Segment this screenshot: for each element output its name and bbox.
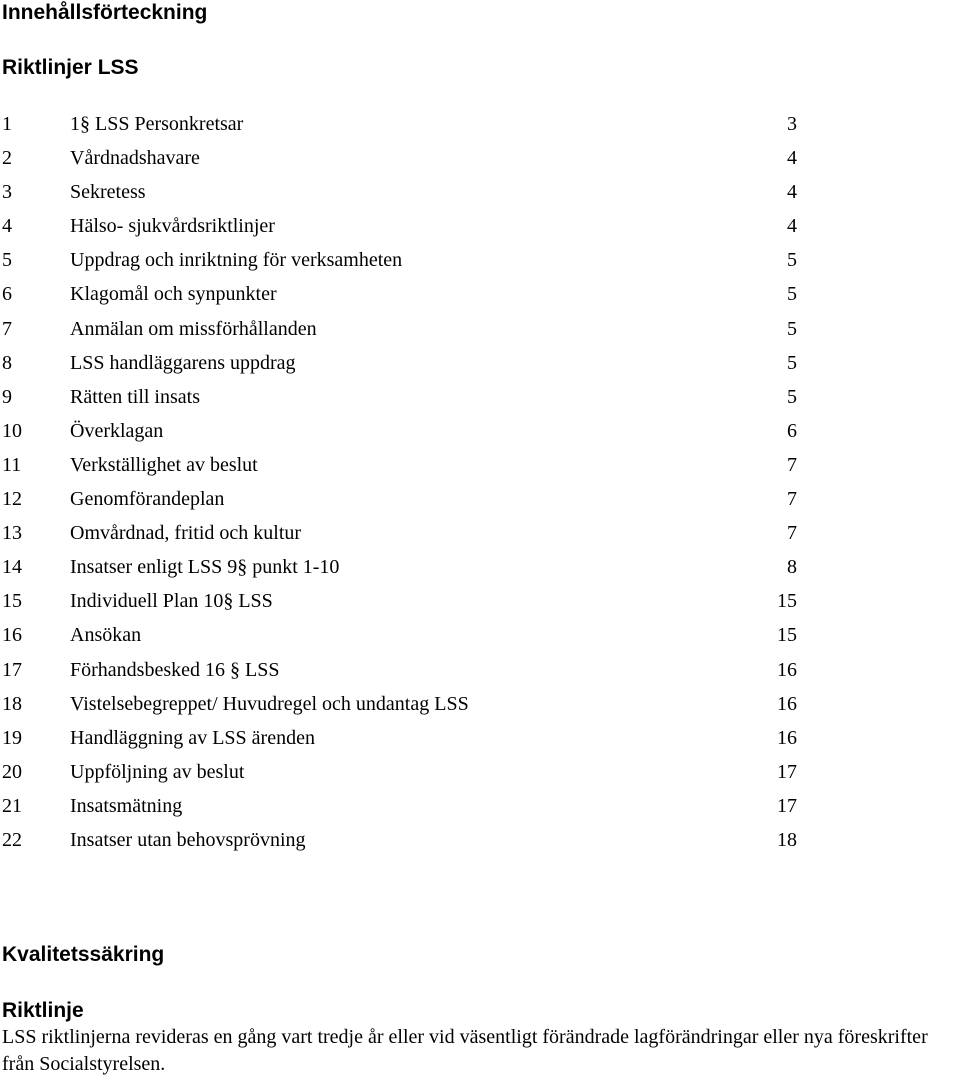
toc-entry-page-number: 4 bbox=[787, 147, 797, 170]
toc-entry-page-number: 6 bbox=[787, 419, 797, 442]
toc-entry-number: 10 bbox=[2, 419, 22, 442]
toc-entry-number: 7 bbox=[2, 317, 12, 340]
toc-entry-title: Insatser utan behovsprövning bbox=[70, 828, 306, 851]
section-title-riktlinjer-lss: Riktlinjer LSS bbox=[2, 56, 139, 79]
toc-row bbox=[0, 653, 800, 687]
toc-row bbox=[0, 482, 800, 516]
table-of-contents bbox=[0, 107, 800, 857]
toc-row bbox=[0, 414, 800, 448]
toc-entry-title: Insatser enligt LSS 9§ punkt 1-10 bbox=[70, 556, 340, 579]
toc-entry-number: 14 bbox=[2, 556, 22, 579]
toc-entry-page-number: 15 bbox=[777, 624, 797, 647]
toc-entry-number: 9 bbox=[2, 385, 12, 408]
toc-row bbox=[0, 516, 800, 550]
toc-row bbox=[0, 584, 800, 618]
toc-entry-number: 12 bbox=[2, 488, 22, 511]
toc-entry-page-number: 5 bbox=[787, 317, 797, 340]
toc-row bbox=[0, 312, 800, 346]
toc-row bbox=[0, 721, 800, 755]
toc-entry-title: Ansökan bbox=[70, 624, 142, 647]
toc-entry-title: Klagomål och synpunkter bbox=[70, 283, 277, 306]
toc-row bbox=[0, 550, 800, 584]
toc-row bbox=[0, 448, 800, 482]
toc-entry-page-number: 7 bbox=[787, 488, 797, 511]
toc-entry-title: Handläggning av LSS ärenden bbox=[70, 726, 315, 749]
toc-entry-number: 20 bbox=[2, 760, 22, 783]
toc-row bbox=[0, 277, 800, 311]
subsection-title-riktlinje: Riktlinje bbox=[2, 999, 84, 1022]
toc-entry-title: Genomförandeplan bbox=[70, 488, 225, 511]
body-paragraph: LSS riktlinjerna revideras en gång vart tredje år eller vid väsentligt förändrade lagförändringar eller nya föreskrifter från Socialstyrelsen. bbox=[2, 1026, 928, 1075]
toc-row bbox=[0, 107, 800, 141]
toc-entry-page-number: 18 bbox=[777, 828, 797, 851]
toc-row bbox=[0, 687, 800, 721]
toc-entry-number: 2 bbox=[2, 147, 12, 170]
toc-entry-page-number: 5 bbox=[787, 385, 797, 408]
toc-entry-page-number: 16 bbox=[777, 658, 797, 681]
toc-entry-number: 16 bbox=[2, 624, 22, 647]
section-title-kvalitetssakring: Kvalitetssäkring bbox=[2, 943, 165, 966]
toc-entry-number: 21 bbox=[2, 794, 22, 817]
toc-row bbox=[0, 755, 800, 789]
toc-entry-number: 11 bbox=[2, 453, 22, 476]
toc-entry-number: 22 bbox=[2, 828, 22, 851]
toc-entry-number: 4 bbox=[2, 215, 12, 238]
toc-entry-page-number: 3 bbox=[787, 113, 797, 135]
toc-entry-title: Rätten till insats bbox=[70, 385, 200, 408]
toc-entry-number: 15 bbox=[2, 590, 22, 613]
toc-entry-title: Hälso- sjukvårdsriktlinjer bbox=[70, 215, 275, 238]
toc-row bbox=[0, 175, 800, 209]
toc-entry-number: 5 bbox=[2, 249, 12, 272]
toc-entry-number: 6 bbox=[2, 283, 12, 306]
toc-entry-number: 19 bbox=[2, 726, 22, 749]
toc-entry-title: 1§ LSS Personkretsar bbox=[70, 113, 244, 135]
toc-entry-title: Överklagan bbox=[70, 419, 164, 442]
toc-entry-title: Anmälan om missförhållanden bbox=[70, 317, 317, 340]
toc-entry-title: Vårdnadshavare bbox=[70, 147, 200, 170]
toc-entry-page-number: 8 bbox=[787, 556, 797, 579]
toc-entry-number: 13 bbox=[2, 522, 22, 545]
toc-entry-page-number: 17 bbox=[777, 760, 797, 783]
toc-entry-title: Uppdrag och inriktning för verksamheten bbox=[70, 249, 403, 272]
toc-entry-title: Vistelsebegreppet/ Huvudregel och undantag LSS bbox=[70, 692, 469, 715]
toc-row bbox=[0, 243, 800, 277]
toc-entry-title: Uppföljning av beslut bbox=[70, 760, 245, 783]
toc-row bbox=[0, 141, 800, 175]
toc-entry-title: LSS handläggarens uppdrag bbox=[70, 351, 296, 374]
toc-row bbox=[0, 789, 800, 823]
toc-entry-page-number: 5 bbox=[787, 351, 797, 374]
toc-entry-title: Insatsmätning bbox=[70, 794, 183, 817]
toc-row bbox=[0, 209, 800, 243]
toc-entry-page-number: 5 bbox=[787, 283, 797, 306]
toc-entry-title: Individuell Plan 10§ LSS bbox=[70, 590, 273, 613]
toc-entry-page-number: 16 bbox=[777, 726, 797, 749]
toc-row bbox=[0, 380, 800, 414]
toc-entry-title: Förhandsbesked 16 § LSS bbox=[70, 658, 280, 681]
toc-entry-page-number: 5 bbox=[787, 249, 797, 272]
toc-entry-page-number: 7 bbox=[787, 453, 797, 476]
toc-row bbox=[0, 618, 800, 652]
toc-entry-page-number: 15 bbox=[777, 590, 797, 613]
toc-entry-number: 1 bbox=[2, 113, 12, 135]
toc-entry-page-number: 4 bbox=[787, 215, 797, 238]
toc-entry-page-number: 4 bbox=[787, 181, 797, 204]
toc-entry-title: Omvårdnad, fritid och kultur bbox=[70, 522, 302, 545]
toc-entry-number: 8 bbox=[2, 351, 12, 374]
toc-entry-title: Sekretess bbox=[70, 181, 146, 204]
toc-entry-page-number: 17 bbox=[777, 794, 797, 817]
toc-row bbox=[0, 823, 800, 857]
toc-entry-number: 3 bbox=[2, 181, 12, 204]
document-heading: Innehållsförteckning bbox=[2, 1, 208, 24]
toc-entry-number: 17 bbox=[2, 658, 22, 681]
toc-entry-page-number: 7 bbox=[787, 522, 797, 545]
toc-entry-page-number: 16 bbox=[777, 692, 797, 715]
toc-entry-title: Verkställighet av beslut bbox=[70, 453, 258, 476]
toc-entry-number: 18 bbox=[2, 692, 22, 715]
toc-row bbox=[0, 346, 800, 380]
